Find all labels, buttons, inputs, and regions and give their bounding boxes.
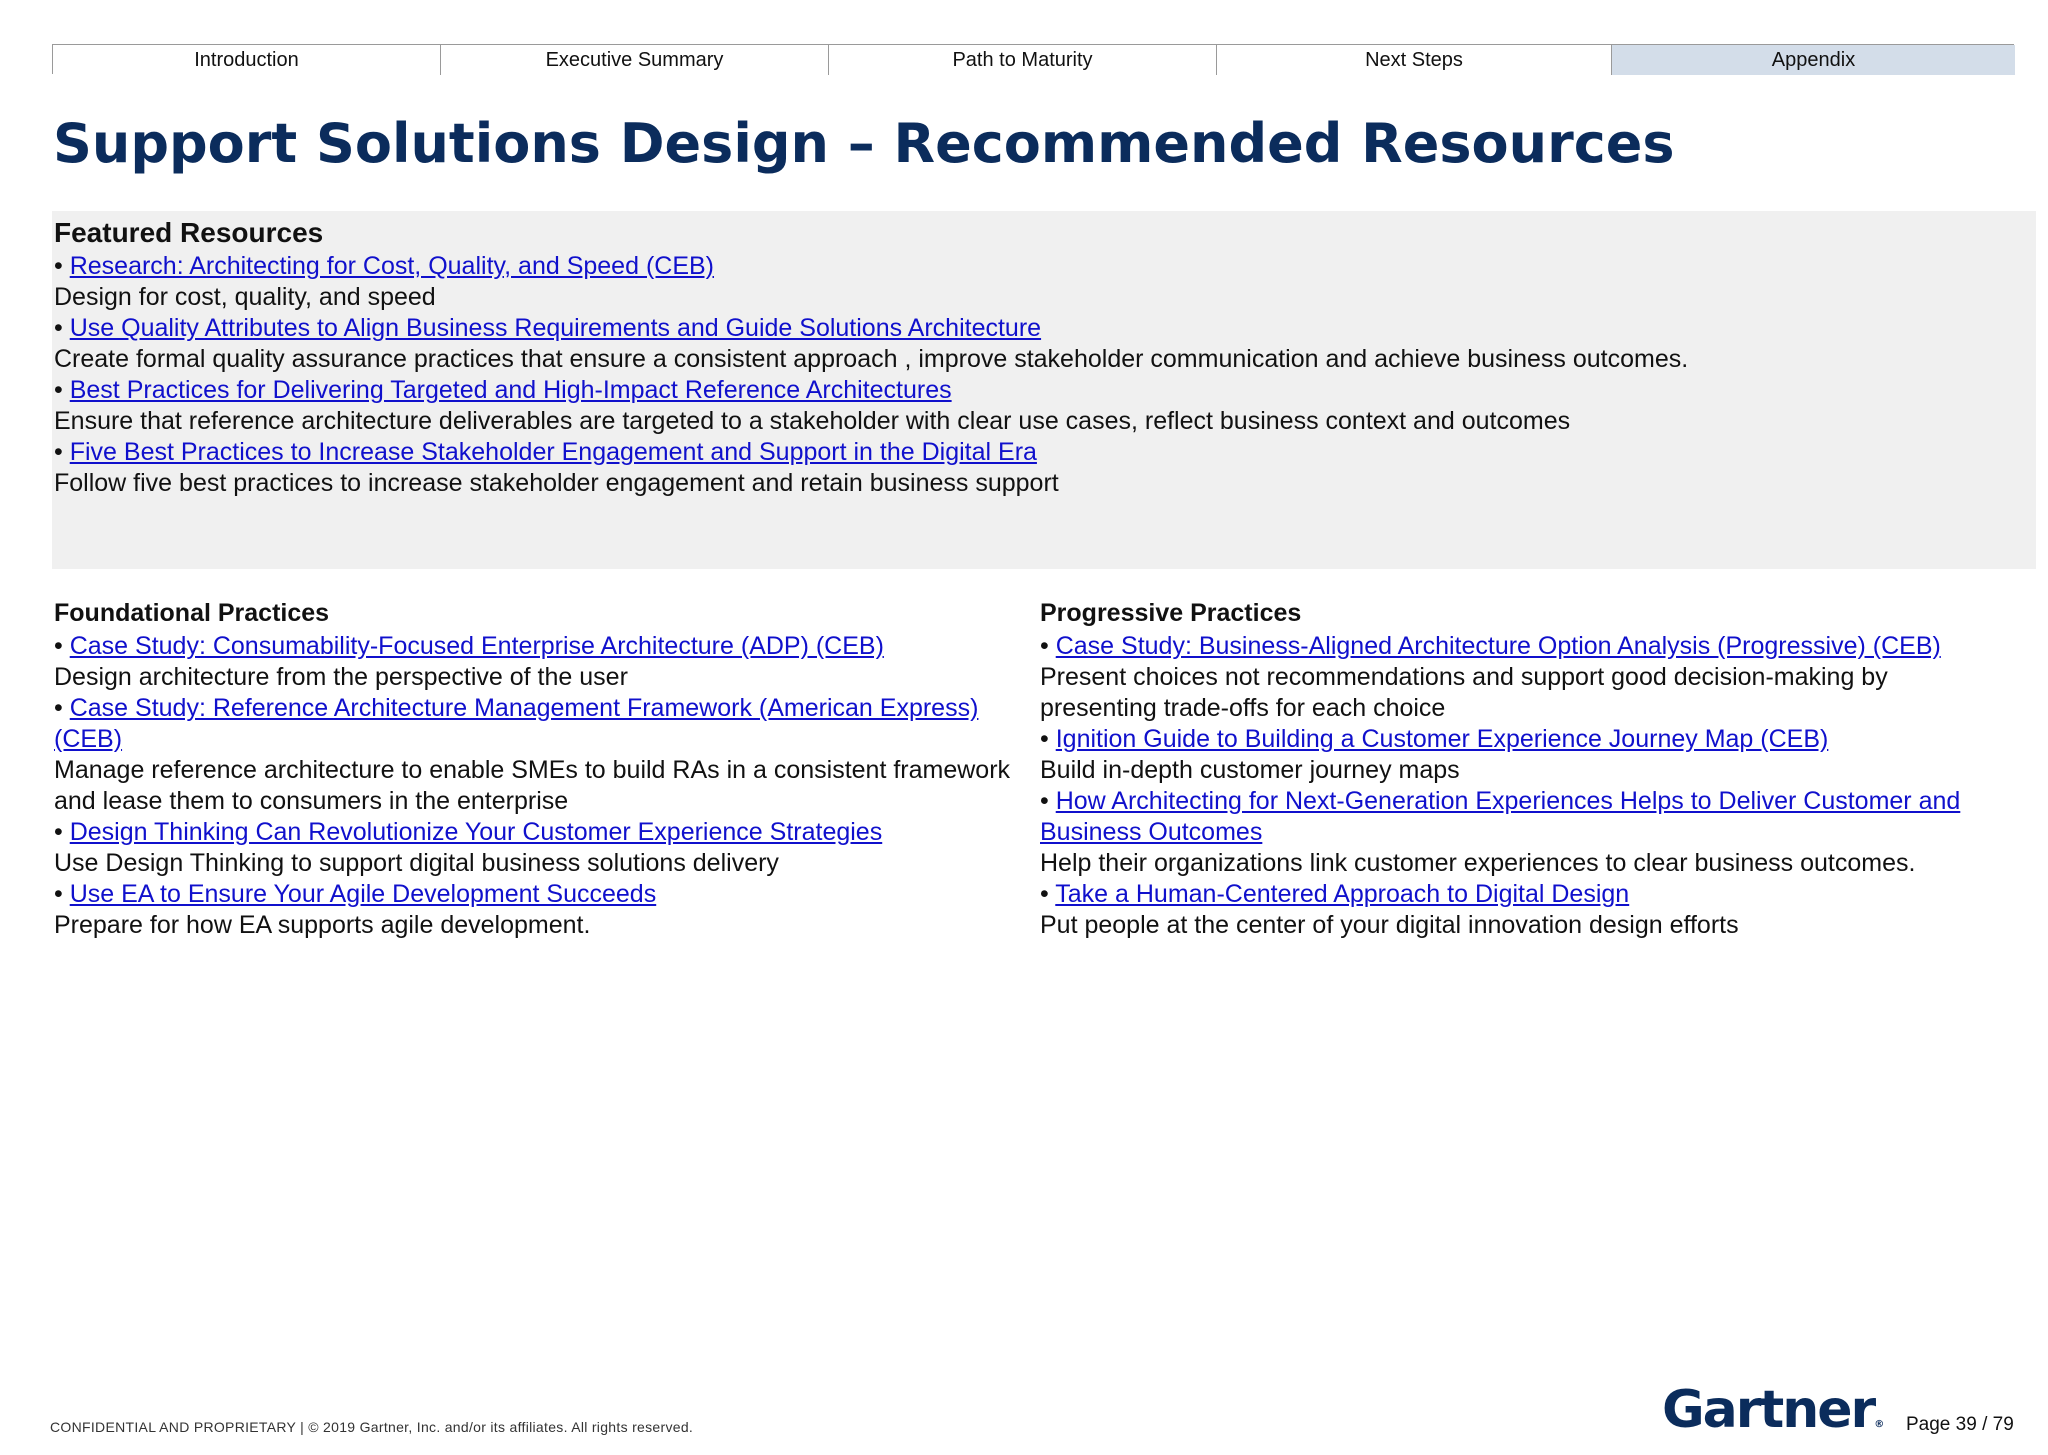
featured-resource-link[interactable]: Best Practices for Delivering Targeted and High-Impact Reference Architectures (69, 376, 952, 404)
progressive-resource-item (1040, 631, 1980, 662)
section-nav (52, 44, 2014, 74)
bullet: • (1040, 787, 1049, 815)
bullet: • (54, 632, 63, 660)
foundational-resource-description: Use Design Thinking to support digital business solutions delivery (54, 849, 779, 877)
bullet: • (54, 252, 63, 280)
bullet: • (54, 376, 63, 404)
foundational-resource-item (54, 817, 1034, 848)
foundational-resource-item (54, 879, 1034, 910)
featured-resource-description: Follow five best practices to increase stakeholder engagement and retain business support (54, 469, 1059, 497)
tab-next-steps[interactable]: Next Steps (1217, 45, 1612, 75)
tab-executive-summary[interactable]: Executive Summary (441, 45, 829, 75)
progressive-resource-description: Help their organizations link customer experiences to clear business outcomes. (1040, 849, 1916, 877)
confidential-notice: CONFIDENTIAL AND PROPRIETARY | © 2019 Gartner, Inc. and/or its affiliates. All rights reserved. (50, 1419, 694, 1435)
featured-resource-item (54, 375, 2036, 406)
progressive-resource-item (1040, 724, 1980, 755)
progressive-resource-description: Build in-depth customer journey maps (1040, 756, 1460, 784)
gartner-logo-text: Gartner (1662, 1380, 1875, 1440)
foundational-resource-item (54, 631, 1034, 662)
foundational-resource-item (54, 693, 1034, 755)
foundational-resource-description: Design architecture from the perspective of the user (54, 663, 628, 691)
foundational-practices-column (54, 597, 1034, 941)
progressive-resource-description: Present choices not recommendations and support good decision-making by presenting trade-offs for each choice (1040, 663, 1888, 722)
bullet: • (54, 694, 63, 722)
featured-resource-item (54, 437, 2036, 468)
page-title: Support Solutions Design – Recommended Resources (53, 112, 1675, 175)
bullet: • (54, 438, 63, 466)
featured-resource-link[interactable]: Use Quality Attributes to Align Business Requirements and Guide Solutions Architecture (69, 314, 1042, 342)
progressive-practices-heading: Progressive Practices (1040, 599, 1302, 627)
foundational-resource-description: Manage reference architecture to enable SMEs to build RAs in a consistent framework and lease them to consumers in the enterprise (54, 756, 1011, 815)
tab-appendix[interactable]: Appendix (1612, 45, 2015, 75)
featured-resources-heading: Featured Resources (54, 217, 324, 248)
progressive-resource-link[interactable]: Take a Human-Centered Approach to Digital Design (1055, 880, 1630, 908)
featured-resource-description: Create formal quality assurance practices that ensure a consistent approach , improve stakeholder communication and achieve business outcomes. (54, 345, 1689, 373)
foundational-resource-link[interactable]: Design Thinking Can Revolutionize Your Customer Experience Strategies (69, 818, 883, 846)
foundational-resource-link[interactable]: Case Study: Consumability-Focused Enterprise Architecture (ADP) (CEB) (69, 632, 884, 660)
progressive-resource-item (1040, 786, 1980, 848)
bullet: • (54, 314, 63, 342)
featured-resource-description: Ensure that reference architecture deliverables are targeted to a stakeholder with clear use cases, reflect business context and outcomes (54, 407, 1571, 435)
progressive-resource-link[interactable]: How Architecting for Next-Generation Experiences Helps to Deliver Customer and Business Outcomes (1040, 787, 1961, 846)
foundational-practices-heading: Foundational Practices (54, 599, 330, 627)
progressive-practices-column (1040, 597, 1980, 941)
featured-resource-link[interactable]: Research: Architecting for Cost, Quality, and Speed (CEB) (69, 252, 714, 280)
foundational-resource-link[interactable]: Case Study: Reference Architecture Management Framework (American Express) (CEB) (54, 694, 979, 753)
bullet: • (1040, 632, 1049, 660)
bullet: • (54, 818, 63, 846)
gartner-logo (1662, 1380, 1884, 1455)
page-number: Page 39 / 79 (1906, 1414, 2014, 1435)
progressive-resource-item (1040, 879, 1980, 910)
progressive-resource-description: Put people at the center of your digital innovation design efforts (1040, 911, 1739, 939)
bullet: • (1040, 725, 1049, 753)
foundational-resource-link[interactable]: Use EA to Ensure Your Agile Development Succeeds (69, 880, 657, 908)
bullet: • (1040, 880, 1049, 908)
registered-mark: ® (1874, 1419, 1885, 1430)
foundational-resource-description: Prepare for how EA supports agile development. (54, 911, 591, 939)
progressive-resource-link[interactable]: Ignition Guide to Building a Customer Experience Journey Map (CEB) (1055, 725, 1829, 753)
featured-resource-item (54, 313, 2036, 344)
featured-resources-panel (52, 211, 2036, 569)
tab-path-to-maturity[interactable]: Path to Maturity (829, 45, 1217, 75)
featured-resource-description: Design for cost, quality, and speed (54, 283, 436, 311)
tab-introduction[interactable]: Introduction (53, 45, 441, 75)
featured-resource-link[interactable]: Five Best Practices to Increase Stakeholder Engagement and Support in the Digital Era (69, 438, 1037, 466)
bullet: • (54, 880, 63, 908)
featured-resource-item (54, 251, 2036, 282)
progressive-resource-link[interactable]: Case Study: Business-Aligned Architecture Option Analysis (Progressive) (CEB) (1055, 632, 1941, 660)
